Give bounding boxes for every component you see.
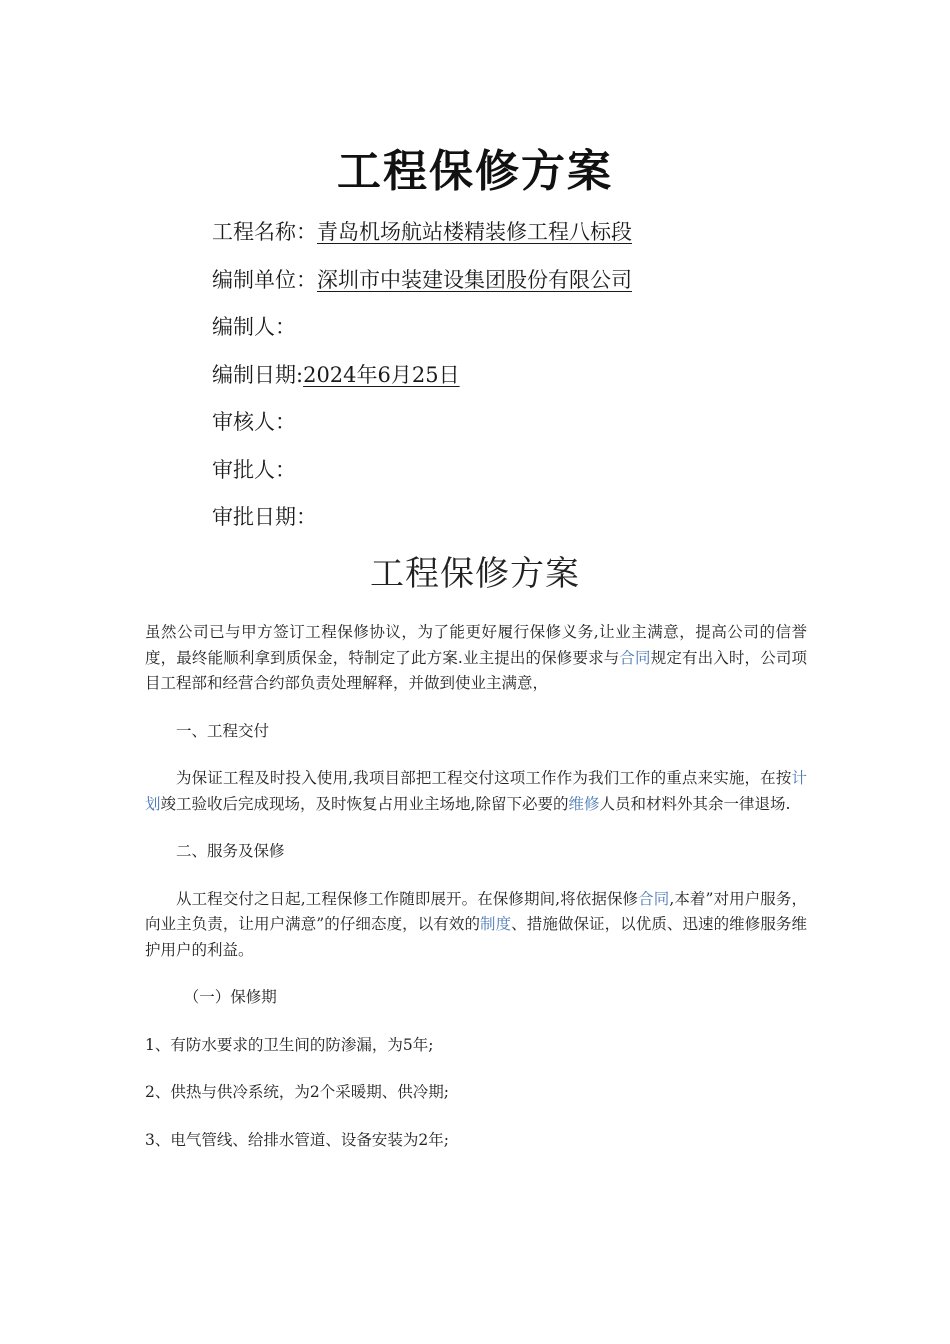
link-contract[interactable]: 合同 — [638, 889, 670, 908]
warranty-item: 3、电气管线、给排水管道、设备安装为2年; — [145, 1130, 449, 1149]
text-run: 、措施做保证，以优质、迅速的维修服务维护用户的利益。 — [145, 915, 807, 959]
warranty-period-heading: （一）保修期 — [183, 988, 277, 1006]
cover-field-compiling-unit — [212, 260, 852, 308]
cover-fields — [212, 212, 852, 545]
link-maintenance[interactable]: 维修 — [568, 794, 600, 813]
field-label: 审批日期： — [212, 505, 317, 529]
field-label: 审批人： — [212, 457, 296, 482]
text-run: 规定有出入时，公司项目工程部和经营合约部负责处理解释，并做到使业主满意， — [145, 648, 807, 692]
cover-field-approver — [212, 450, 852, 498]
cover-field-approval-date — [212, 497, 852, 545]
cover-field-reviewer — [212, 402, 852, 450]
text-run: 竣工验收后完成现场，及时恢复占用业主场地,除留下必要的 — [160, 794, 569, 813]
document-title: 工程保修方案 — [370, 554, 580, 594]
cover-field-project-name — [212, 212, 852, 260]
field-value: 2024年6月25日 — [303, 362, 460, 387]
cover-title: 工程保修方案 — [337, 146, 613, 197]
text-run: 从工程交付之日起,工程保修工作随即展开。在保修期间,将依据保修 — [176, 889, 639, 908]
text-run: ,本着”对用户服务，向业主负责，让用户满意”的仔细态度，以有效的 — [145, 889, 807, 933]
link-system[interactable]: 制度 — [480, 915, 512, 933]
link-contract[interactable]: 合同 — [619, 648, 651, 667]
section-heading-delivery: 一、工程交付 — [176, 721, 270, 740]
field-label: 编制日期: — [212, 362, 304, 387]
section-heading-service: 二、服务及保修 — [176, 842, 285, 860]
cover-field-compiler — [212, 307, 852, 355]
cover-field-compile-date — [212, 355, 852, 403]
text-run: 人员和材料外其余一律退场. — [599, 794, 791, 813]
field-label: 审核人： — [212, 410, 296, 434]
intro-paragraph — [145, 620, 807, 697]
document-body — [145, 620, 807, 1175]
field-label: 工程名称： — [212, 220, 317, 244]
warranty-item: 1、有防水要求的卫生间的防渗漏，为5年; — [145, 1035, 434, 1054]
field-label: 编制单位： — [212, 267, 317, 292]
field-label: 编制人： — [212, 315, 296, 339]
warranty-item: 2、供热与供冷系统，为2个采暖期、供冷期; — [145, 1083, 449, 1101]
text-run: 为保证工程及时投入使用,我项目部把工程交付这项工作作为我们工作的重点来实施，在按 — [176, 769, 792, 787]
delivery-paragraph — [145, 766, 807, 817]
link-plan[interactable]: 计划 — [145, 769, 807, 813]
field-value: 深圳市中装建设集团股份有限公司 — [317, 267, 632, 292]
text-run: 虽然公司已与甲方签订工程保修协议，为了能更好履行保修义务,让业主满意，提高公司的信誉度，最终能顺利拿到质保金，特制定了此方案.业主提出的保修要求与 — [145, 623, 807, 667]
service-paragraph — [145, 887, 807, 964]
field-value: 青岛机场航站楼精装修工程八标段 — [317, 220, 632, 244]
